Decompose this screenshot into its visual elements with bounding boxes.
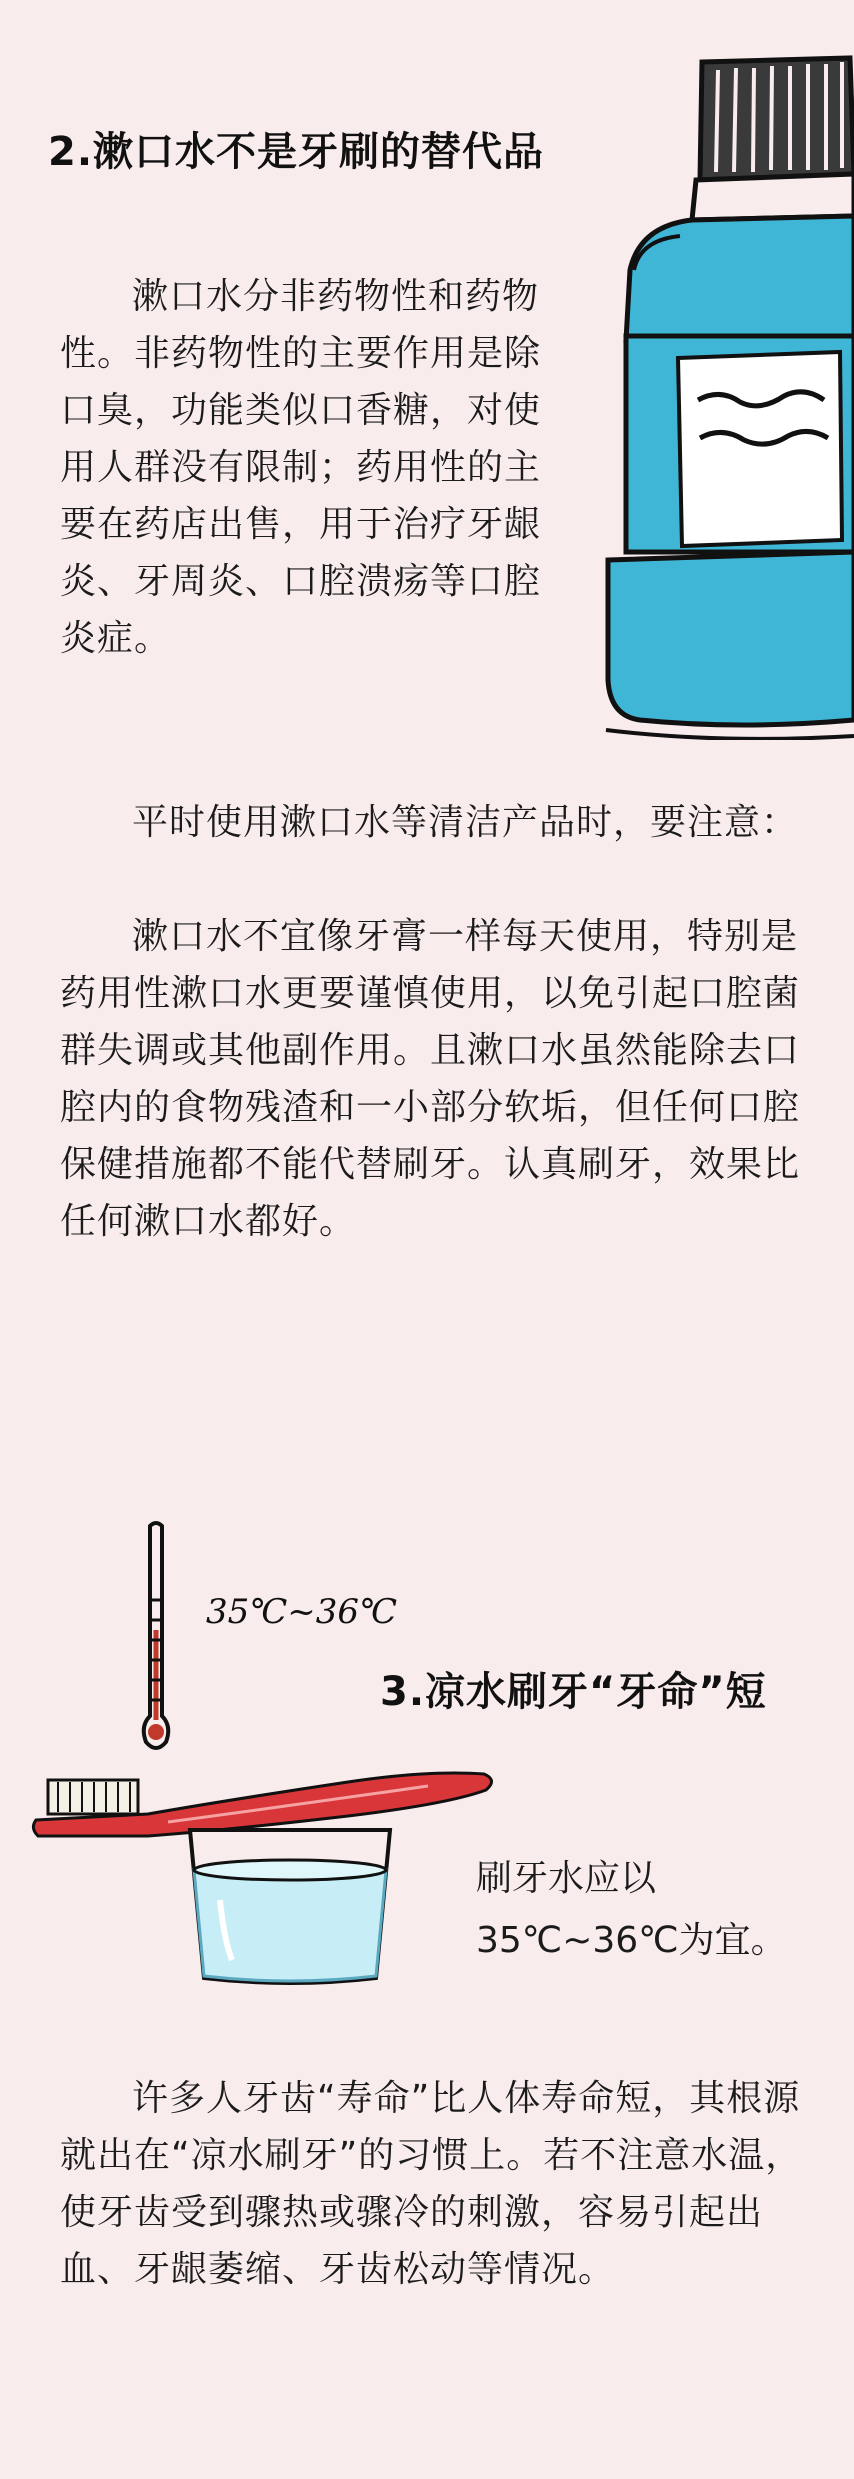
thermometer-label: 35℃~36℃ <box>206 1592 398 1632</box>
section2-paragraph-3: 漱口水不宜像牙膏一样每天使用，特别是药用性漱口水更要谨慎使用，以免引起口腔菌群失调或其他副作用。且漱口水虽然能除去口腔内的食物残渣和一小部分软垢，但任何口腔保健措施都不能代替刷牙。认真刷牙，效果比任何漱口水都好。 <box>60 916 801 1242</box>
mouthwash-bottle-icon <box>600 40 854 740</box>
section2-paragraph-2: 平时使用漱口水等清洁产品时，要注意： <box>132 802 799 843</box>
section3-paragraph-1: 许多人牙齿“寿命”比人体寿命短，其根源就出在“凉水刷牙”的习惯上。若不注意水温，使牙齿受到骤热或骤冷的刺激，容易引起出血、牙龈萎缩、牙齿松动等情况。 <box>60 2078 803 2290</box>
section2-title: 2.漱口水不是牙刷的替代品 <box>48 129 545 175</box>
section3-title: 3.凉水刷牙“牙命”短 <box>380 1669 767 1715</box>
water-glass-icon <box>180 1810 400 1990</box>
thermometer-icon <box>136 1520 176 1760</box>
section2-paragraph-1: 漱口水分非药物性和药物性。非药物性的主要作用是除口臭，功能类似口香糖，对使用人群没有限制；药用性的主要在药店出售，用于治疗牙龈炎、牙周炎、口腔溃疡等口腔炎症。 <box>60 276 542 659</box>
water-temp-caption: 刷牙水应以 35℃~36℃为宜。 <box>476 1858 787 1961</box>
